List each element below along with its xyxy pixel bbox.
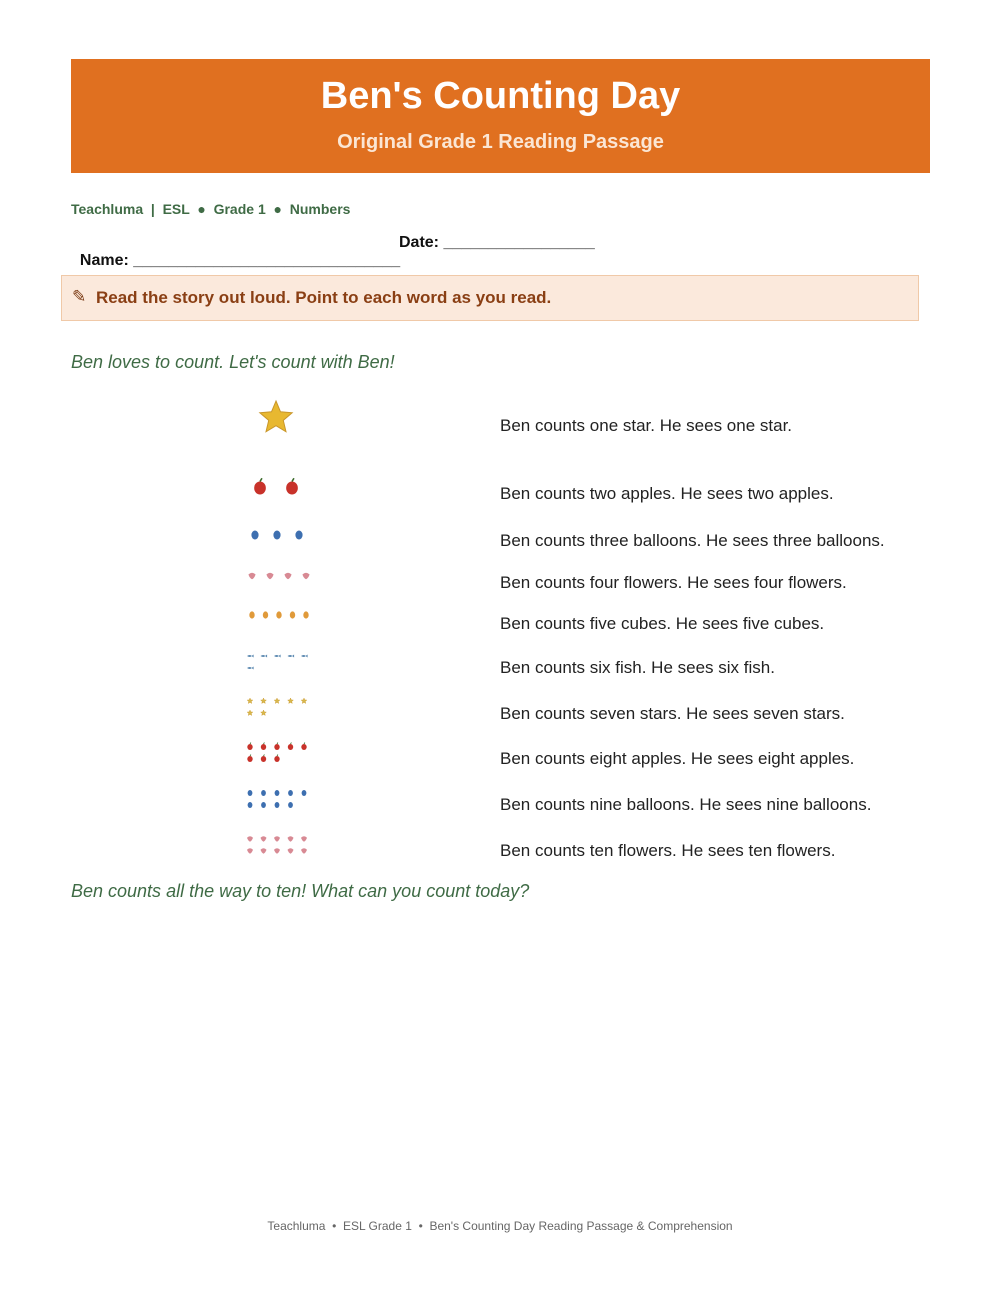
count-picture-svg xyxy=(246,785,310,813)
story-outro: Ben counts all the way to ten! What can you count today? xyxy=(71,881,530,901)
flower-picture-icon xyxy=(274,836,280,841)
apple-picture-icon xyxy=(254,478,266,494)
star-picture-icon xyxy=(247,698,253,703)
count-picture-svg xyxy=(246,831,310,859)
apple-picture-icon xyxy=(261,755,266,763)
balloon-picture-icon xyxy=(288,790,293,796)
subject-label: ESL xyxy=(162,201,190,217)
apple-picture-icon xyxy=(288,743,293,751)
story-sentence: Ben counts four flowers. He sees four flowers. xyxy=(500,573,847,592)
count-picture-svg xyxy=(246,566,310,586)
flower-picture-icon xyxy=(288,836,294,841)
count-picture xyxy=(246,693,310,721)
count-picture xyxy=(246,525,310,545)
instruction-text: Read the story out loud. Point to each word as you read. xyxy=(96,288,552,307)
count-picture xyxy=(246,648,310,676)
name-label: Name: xyxy=(79,252,129,269)
brand-name: Teachluma xyxy=(71,201,144,217)
count-picture xyxy=(246,400,310,436)
cube-picture-icon xyxy=(290,611,295,618)
story-sentence: Ben counts eight apples. He sees eight apples. xyxy=(500,749,855,768)
count-picture xyxy=(246,785,310,813)
date-label: Date: xyxy=(399,234,440,251)
balloon-picture-icon xyxy=(248,802,253,808)
count-picture-svg xyxy=(246,739,310,767)
apple-picture-icon xyxy=(274,743,279,751)
story-sentence: Ben counts one star. He sees one star. xyxy=(500,416,793,435)
name-line[interactable]: ______________________________ xyxy=(133,252,401,269)
cube-picture-icon xyxy=(249,611,254,618)
balloon-picture-icon xyxy=(295,531,302,540)
count-picture-svg xyxy=(246,525,310,545)
flower-picture-icon xyxy=(247,836,253,841)
balloon-picture-icon xyxy=(248,790,253,796)
apple-picture-icon xyxy=(286,478,298,494)
balloon-picture-icon xyxy=(261,790,266,796)
balloon-picture-icon xyxy=(273,531,280,540)
count-picture-svg xyxy=(246,648,310,676)
count-picture xyxy=(246,478,310,498)
page-footer: Teachluma • ESL Grade 1 • Ben's Counting Day Reading Passage & Comprehension xyxy=(267,1219,733,1233)
apple-picture-icon xyxy=(274,755,279,763)
flower-picture-icon xyxy=(301,848,307,853)
title-banner xyxy=(71,59,930,173)
flower-picture-icon xyxy=(247,848,253,853)
balloon-picture-icon xyxy=(275,790,280,796)
balloon-picture-icon xyxy=(302,790,307,796)
apple-picture-icon xyxy=(247,755,252,763)
apple-picture-icon xyxy=(301,743,306,751)
count-picture xyxy=(246,605,310,625)
balloon-picture-icon xyxy=(251,531,258,540)
count-picture xyxy=(246,831,310,859)
count-picture-svg xyxy=(246,605,310,625)
cube-picture-icon xyxy=(263,611,268,618)
count-picture xyxy=(246,739,310,767)
page-subtitle: Original Grade 1 Reading Passage xyxy=(337,131,664,153)
fish-picture-icon xyxy=(247,667,254,670)
topic-label: Numbers xyxy=(289,201,351,217)
story-sentence: Ben counts nine balloons. He sees nine balloons. xyxy=(500,795,872,814)
flower-picture-icon xyxy=(284,573,291,579)
star-picture-icon xyxy=(274,698,280,703)
story-sentence: Ben counts seven stars. He sees seven stars. xyxy=(500,704,845,723)
count-picture-svg xyxy=(246,478,310,498)
fish-picture-icon xyxy=(288,655,295,658)
flower-picture-icon xyxy=(248,573,255,579)
grade-label: Grade 1 xyxy=(213,201,266,217)
apple-picture-icon xyxy=(261,743,266,751)
fish-picture-icon xyxy=(274,655,281,658)
instruction-box xyxy=(61,275,919,321)
story-sentence: Ben counts five cubes. He sees five cubes. xyxy=(500,614,825,633)
star-picture-icon xyxy=(261,710,267,715)
cube-picture-icon xyxy=(276,611,281,618)
story-sentence: Ben counts three balloons. He sees three balloons. xyxy=(500,531,885,550)
flower-picture-icon xyxy=(288,848,294,853)
count-picture-svg xyxy=(246,693,310,721)
meta-line: Teachluma | ESL ● Grade 1 ● Numbers xyxy=(71,201,351,217)
fish-picture-icon xyxy=(301,655,308,658)
story-sentence: Ben counts six fish. He sees six fish. xyxy=(500,658,775,677)
flower-picture-icon xyxy=(301,836,307,841)
balloon-picture-icon xyxy=(275,802,280,808)
flower-picture-icon xyxy=(302,573,309,579)
pencil-icon: ✎ xyxy=(72,287,87,306)
story-sentence: Ben counts ten flowers. He sees ten flowers. xyxy=(500,841,836,860)
star-picture-icon xyxy=(301,698,307,703)
star-picture-icon xyxy=(288,698,294,703)
apple-picture-icon xyxy=(247,743,252,751)
star-picture-icon xyxy=(261,698,267,703)
flower-picture-icon xyxy=(261,836,267,841)
date-line[interactable]: _________________ xyxy=(443,234,595,251)
story-sentence: Ben counts two apples. He sees two apples. xyxy=(500,484,834,503)
flower-picture-icon xyxy=(266,573,273,579)
count-picture-svg xyxy=(246,400,310,436)
balloon-picture-icon xyxy=(288,802,293,808)
fish-picture-icon xyxy=(261,655,268,658)
cube-picture-icon xyxy=(303,611,308,618)
count-picture xyxy=(246,566,310,586)
star-picture-icon xyxy=(247,710,253,715)
star-picture-icon xyxy=(260,401,292,432)
balloon-picture-icon xyxy=(261,802,266,808)
flower-picture-icon xyxy=(261,848,267,853)
date-field xyxy=(399,234,595,252)
story-intro: Ben loves to count. Let's count with Ben! xyxy=(71,352,395,372)
flower-picture-icon xyxy=(274,848,280,853)
fish-picture-icon xyxy=(247,655,254,658)
page-title: Ben's Counting Day xyxy=(320,75,681,117)
